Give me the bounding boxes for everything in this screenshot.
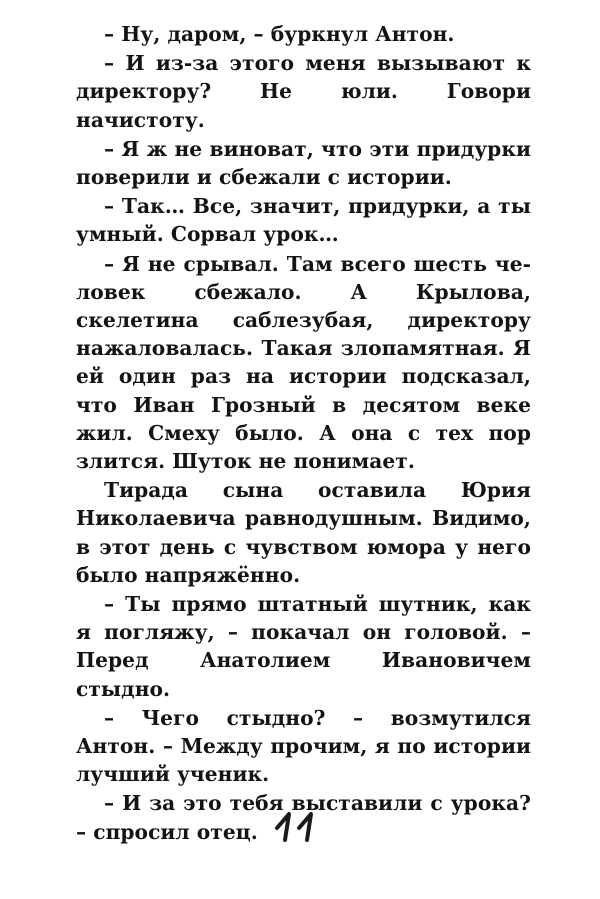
- paragraph: – И за это тебя выставили с урока? – спросил отец.: [76, 791, 531, 844]
- book-page-text: [76, 20, 531, 847]
- paragraph: – Чего стыдно? – возмутился Антон. – Между прочим, я по истории лучший ученик.: [76, 705, 531, 787]
- paragraph: – И из-за этого меня вызывают к директору? Не юли. Говори начистоту.: [76, 51, 531, 132]
- paragraph: – Ну, даром, – буркнул Антон.: [104, 22, 455, 46]
- paragraph: – Я не срывал. Там всего шесть человек сбежало. А Крылова, скелетина саблезубая, директору нажаловалась. Такая злопамятная. Я ей один раз на истории подсказал, что Иван Грозный в десятом веке жил. Смеху было. А она с тех пор злится. Шуток не понимает.: [76, 251, 531, 474]
- paragraph: Тирада сына оставила Юрия Николаевича равнодушным. Видимо, в этот день с чувством юмора у него было напряжённо.: [76, 478, 531, 587]
- page-number: [0, 806, 600, 849]
- page-number-handwritten: [273, 806, 327, 844]
- paragraph: – Я ж не виноват, что эти придурки поверили и сбежали с истории.: [76, 136, 531, 190]
- paragraph: – Так… Все, значит, придурки, а ты умный. Сорвал урок…: [76, 194, 531, 247]
- paragraph: – Ты прямо штатный шутник, как я погляжу, – покачал он головой. – Перед Анатолием Ивановичем стыдно.: [76, 592, 531, 701]
